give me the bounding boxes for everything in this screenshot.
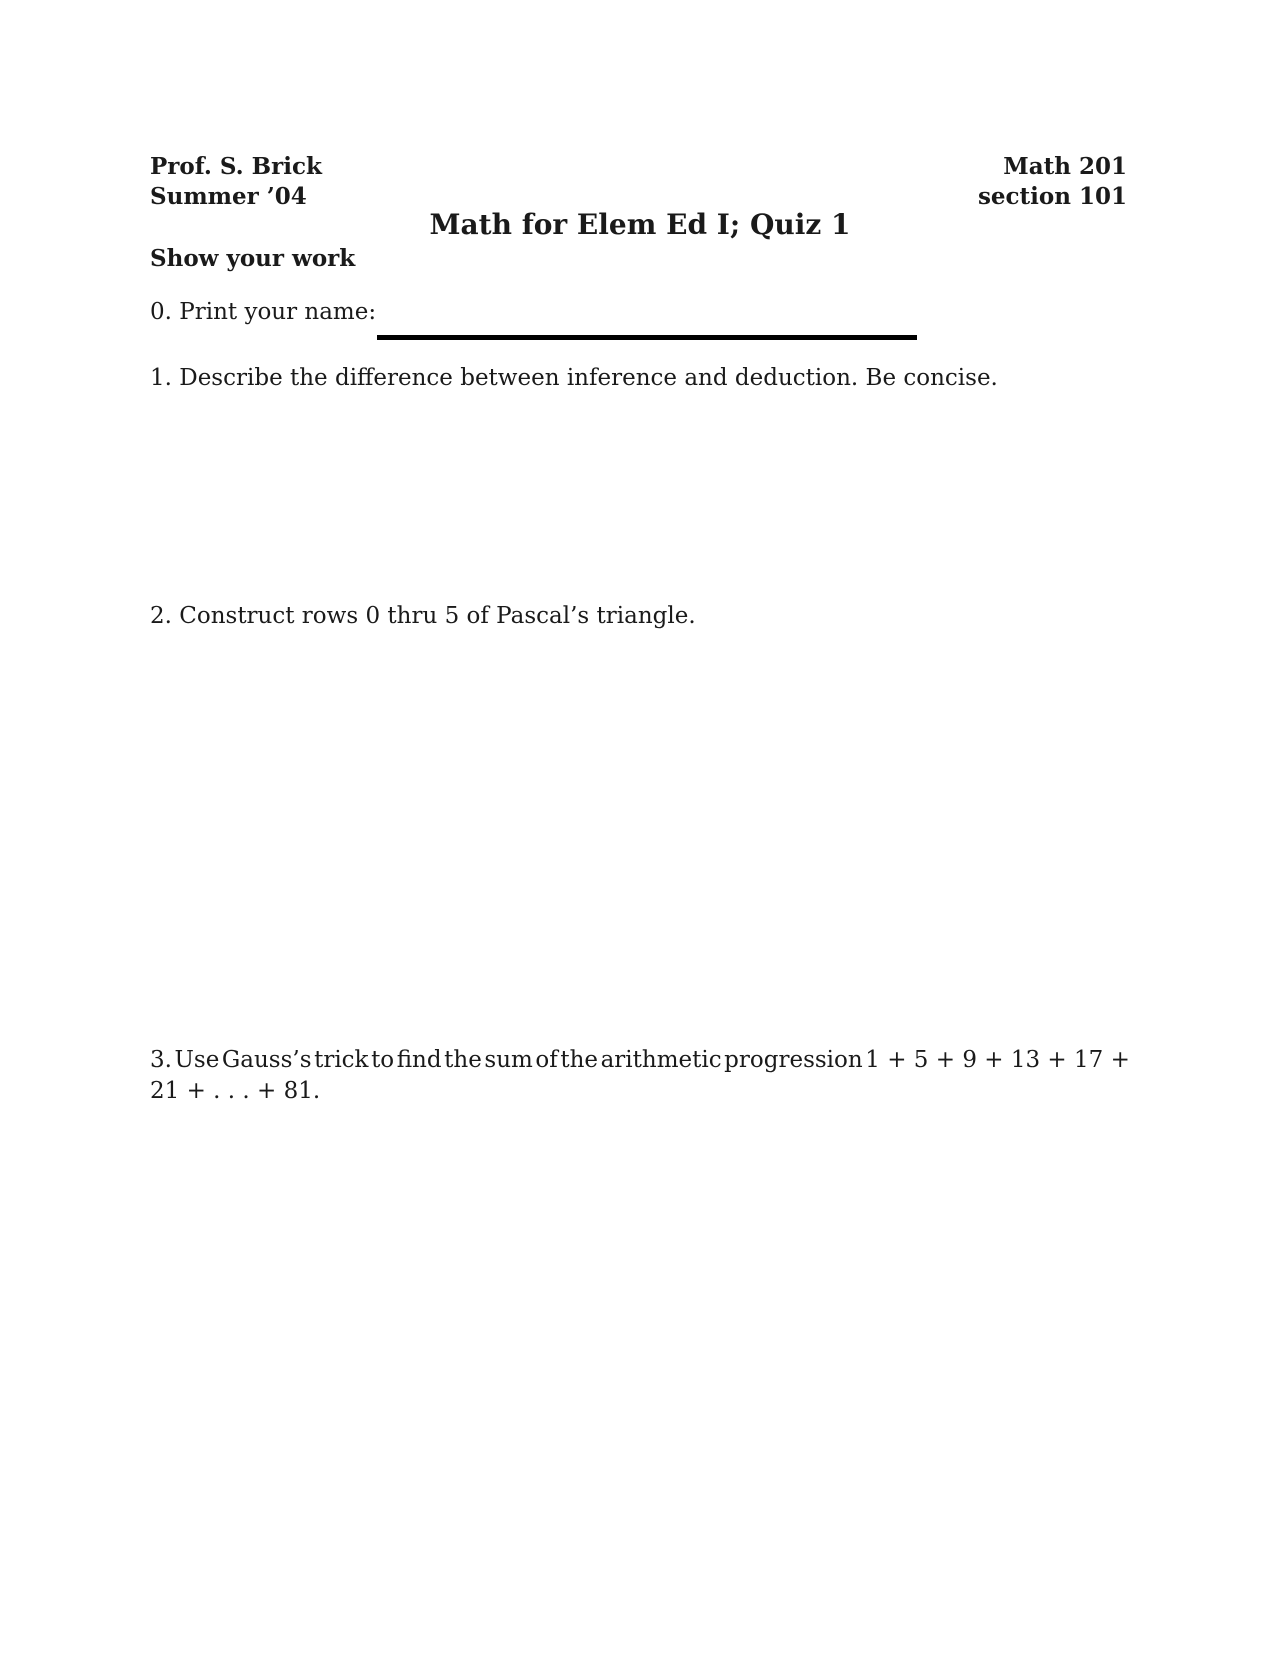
question-3-word: progression: [724, 1047, 863, 1073]
question-3-word: sum: [484, 1047, 533, 1073]
question-3-word: trick: [314, 1047, 369, 1073]
question-3-word: Use: [174, 1047, 220, 1073]
question-1: 1. Describe the difference between inference and deduction. Be concise.: [150, 365, 998, 391]
instructions: Show your work: [150, 245, 356, 272]
question-3-word: Gauss’s: [221, 1047, 312, 1073]
question-3-word: arithmetic: [600, 1047, 722, 1073]
question-2: 2. Construct rows 0 thru 5 of Pascal’s triangle.: [150, 603, 696, 629]
header-left: [150, 152, 322, 212]
term: Summer ’04: [150, 183, 307, 210]
name-answer-line[interactable]: [377, 335, 917, 340]
question-3-line-2: 21 + . . . + 81.: [150, 1078, 321, 1104]
professor-name: Prof. S. Brick: [150, 153, 322, 180]
course-number: Math 201: [1003, 153, 1127, 180]
question-3-word: the: [560, 1047, 599, 1073]
question-3-word: 3.: [150, 1047, 172, 1073]
question-3-word: 1 + 5 + 9 + 13 + 17 +: [865, 1047, 1130, 1073]
question-3: [150, 1045, 1130, 1107]
question-3-line-1: [150, 1045, 1130, 1076]
page-title: Math for Elem Ed I; Quiz 1: [429, 208, 851, 241]
section-number: section 101: [977, 183, 1127, 210]
question-3-word: to: [371, 1047, 395, 1073]
question-3-word: find: [396, 1047, 442, 1073]
header-right: [978, 152, 1127, 212]
question-3-word: the: [444, 1047, 482, 1073]
question-3-word: of: [535, 1047, 558, 1073]
question-0: 0. Print your name:: [150, 299, 377, 325]
